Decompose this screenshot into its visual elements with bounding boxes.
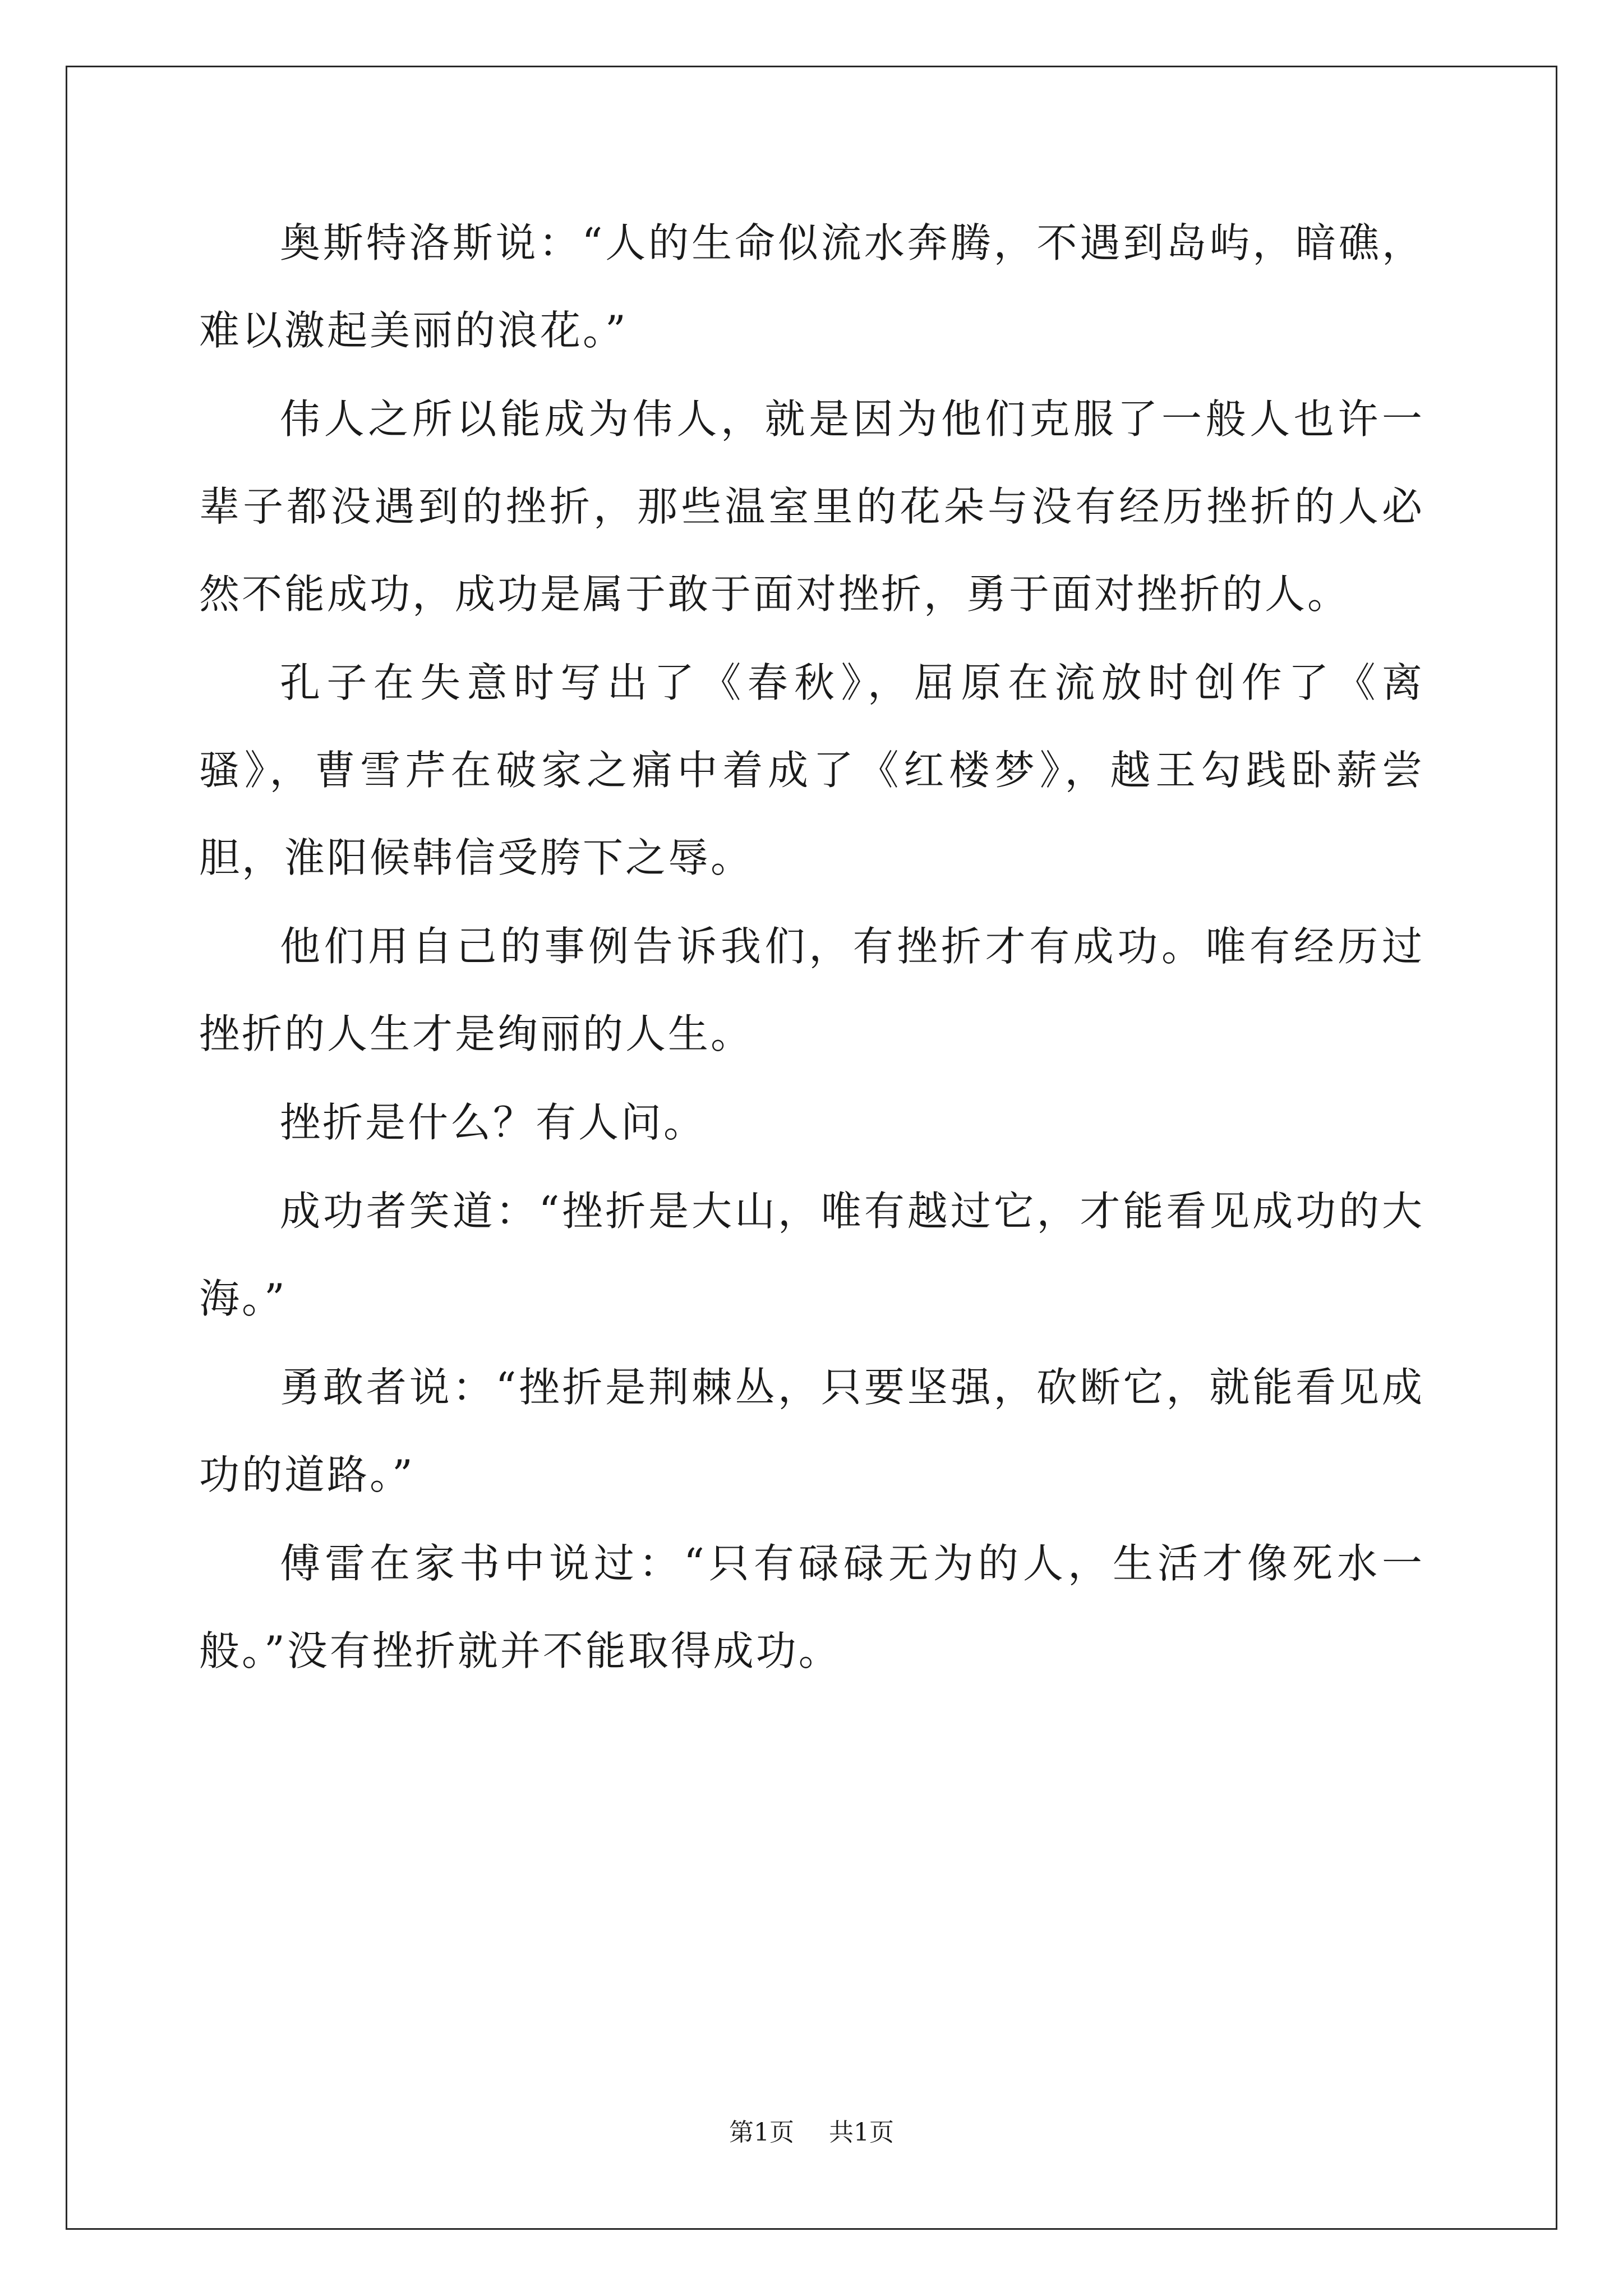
page-footer (0, 2116, 1623, 2150)
paragraph-2: 伟人之所以能成为伟人，就是因为他们克服了一般人也许一辈子都没遇到的挫折，那些温室里的花朵与没有经历挫折的人必然不能成功，成功是属于敢于面对挫折，勇于面对挫折的人。 (199, 395, 1424, 618)
document-body (199, 199, 1424, 1695)
paragraph-3: 孔子在失意时写出了《春秋》，屈原在流放时创作了《离骚》，曹雪芹在破家之痛中着成了《红楼梦》，越王勾践卧薪尝胆，淮阳候韩信受胯下之辱。 (199, 659, 1424, 881)
page-number-current: 第1页 (729, 2118, 794, 2147)
paragraph-7: 勇敢者说：“挫折是荆棘丛，只要坚强，砍断它，就能看见成功的道路。” (199, 1364, 1424, 1498)
paragraph-1: 奥斯特洛斯说：“人的生命似流水奔腾，不遇到岛屿，暗礁，难以激起美丽的浪花。” (199, 219, 1424, 354)
page-number-total: 共1页 (829, 2118, 894, 2147)
paragraph-8: 傅雷在家书中说过：“只有碌碌无为的人，生活才像死水一般。”没有挫折就并不能取得成功。 (199, 1540, 1424, 1674)
paragraph-4: 他们用自己的事例告诉我们，有挫折才有成功。唯有经历过挫折的人生才是绚丽的人生。 (199, 923, 1424, 1057)
paragraph-5: 挫折是什么？有人问。 (280, 1099, 707, 1146)
paragraph-6: 成功者笑道：“挫折是大山，唯有越过它，才能看见成功的大海。” (199, 1188, 1424, 1322)
